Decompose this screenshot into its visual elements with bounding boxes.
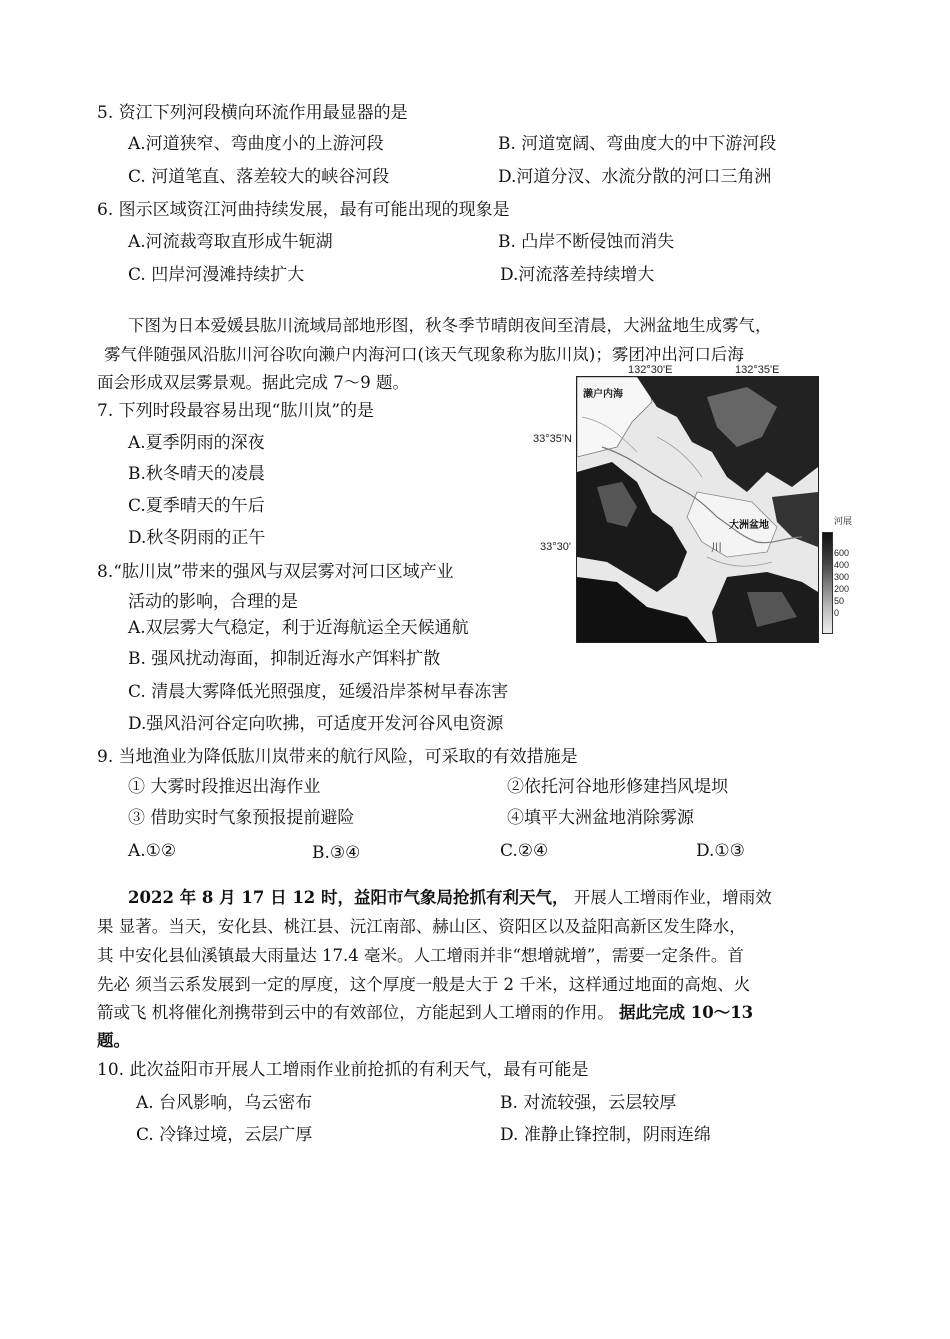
intro2-line6: 题。 bbox=[97, 1031, 130, 1050]
q5-option-c: C. 河道笔直、落差较大的峡谷河段 bbox=[128, 167, 390, 187]
intro2-line1 bbox=[128, 887, 772, 909]
q6-stem: 6. 图示区域资江河曲持续发展，最有可能出现的现象是 bbox=[97, 200, 510, 220]
q7-option-a: A.夏季阴雨的深夜 bbox=[128, 433, 265, 453]
q9-option-c: C.②④ bbox=[500, 841, 549, 861]
q10-option-c: C. 冷锋过境，云层广厚 bbox=[136, 1125, 313, 1145]
q9-option-a: A.①② bbox=[128, 841, 177, 861]
q10-option-b: B. 对流较强，云层较厚 bbox=[500, 1093, 677, 1113]
map-lat-label-2: 33°30' bbox=[540, 541, 571, 553]
legend-title: 河展 bbox=[834, 516, 853, 526]
intro2-line1-rest: 开展人工增雨作业，增雨效 bbox=[573, 888, 772, 907]
q8-option-d: D.强风沿河谷定向吹拂，可适度开发河谷风电资源 bbox=[128, 714, 504, 734]
terrain-graphic bbox=[577, 377, 818, 642]
q9-choice-4: ④填平大洲盆地消除雾源 bbox=[507, 808, 694, 828]
map-basin-label: 大洲盆地 bbox=[729, 520, 769, 531]
intro2-line3: 其 中安化县仙溪镇最大雨量达 17.4 毫米。人工增雨并非“想增就增”，需要一定条件。首 bbox=[97, 946, 744, 965]
q8-option-a: A.双层雾大气稳定，利于近海航运全天候通航 bbox=[128, 618, 469, 638]
legend-tick-0: 0 bbox=[834, 608, 840, 618]
legend-tick-300: 300 bbox=[834, 572, 850, 582]
q5-option-d: D.河道分汊、水流分散的河口三角洲 bbox=[498, 167, 772, 187]
legend-tick-600: 600 bbox=[834, 548, 850, 558]
q10-option-d: D. 准静止锋控制，阴雨连绵 bbox=[500, 1125, 711, 1145]
intro1-line2: 雾气伴随强风沿肱川河谷吹向濑户内海河口(该天气现象称为肱川岚)；雾团冲出河口后海 bbox=[104, 345, 744, 364]
q5-option-a: A.河道狭窄、弯曲度小的上游河段 bbox=[128, 134, 384, 154]
q10-option-a: A. 台风影响，乌云密布 bbox=[136, 1093, 313, 1113]
q9-stem: 9. 当地渔业为降低肱川岚带来的航行风险，可采取的有效措施是 bbox=[97, 747, 578, 767]
intro2-line5-bold: 据此完成 10～13 bbox=[619, 1003, 754, 1022]
q5-stem: 5. 资江下列河段横向环流作用最显器的是 bbox=[97, 103, 408, 123]
q6-option-a: A.河流裁弯取直形成牛轭湖 bbox=[128, 232, 333, 252]
intro2-line5 bbox=[97, 1002, 753, 1024]
q7-option-b: B.秋冬晴天的凌晨 bbox=[128, 464, 265, 484]
q7-option-d: D.秋冬阴雨的正午 bbox=[128, 528, 266, 548]
intro2-line5-rest: 箭或飞 机将催化剂携带到云中的有效部位，方能起到人工增雨的作用。 bbox=[97, 1003, 614, 1022]
q9-option-d: D.①③ bbox=[696, 841, 745, 861]
legend-color-bar bbox=[822, 532, 833, 634]
intro2-line1-bold: 2022 年 8 月 17 日 12 时，益阳市气象局抢抓有利天气， bbox=[128, 888, 569, 907]
map-river-label: 川 bbox=[711, 542, 722, 554]
q10-stem: 10. 此次益阳市开展人工增雨作业前抢抓的有利天气，最有可能是 bbox=[97, 1060, 589, 1080]
map-lon-label-2: 132°35'E bbox=[735, 364, 780, 376]
q9-choice-1: ① 大雾时段推迟出海作业 bbox=[128, 777, 321, 797]
intro2-line2: 果 显著。当天，安化县、桃江县、沅江南部、赫山区、资阳区以及益阳高新区发生降水， bbox=[97, 917, 746, 936]
elevation-legend bbox=[822, 512, 862, 642]
q9-option-b: B.③④ bbox=[312, 843, 361, 863]
q7-stem: 7. 下列时段最容易出现“肱川岚”的是 bbox=[97, 401, 375, 421]
q6-option-b: B. 凸岸不断侵蚀而消失 bbox=[498, 232, 675, 252]
q9-choice-3: ③ 借助实时气象预报提前避险 bbox=[128, 808, 355, 828]
topographic-map bbox=[576, 376, 819, 643]
q8-option-c: C. 清晨大雾降低光照强度，延缓沿岸茶树早春冻害 bbox=[128, 682, 509, 702]
map-lon-label-1: 132°30'E bbox=[628, 364, 673, 376]
q9-choice-2: ②依托河谷地形修建挡风堤坝 bbox=[507, 777, 728, 797]
q8-option-b: B. 强风扰动海面，抑制近海水产饵料扩散 bbox=[128, 649, 441, 669]
legend-tick-200: 200 bbox=[834, 584, 850, 594]
intro2-line4: 先必 须当云系发展到一定的厚度，这个厚度一般是大于 2 千米，这样通过地面的高炮、火 bbox=[97, 975, 751, 994]
q8-stem-line2: 活动的影响，合理的是 bbox=[128, 592, 298, 612]
q6-option-c: C. 凹岸河漫滩持续扩大 bbox=[128, 265, 305, 285]
map-sea-label: 濑户内海 bbox=[583, 389, 623, 400]
q6-option-d: D.河流落差持续增大 bbox=[500, 265, 655, 285]
intro1-line3: 面会形成双层雾景观。据此完成 7～9 题。 bbox=[97, 373, 409, 392]
legend-tick-50: 50 bbox=[834, 596, 845, 606]
q7-option-c: C.夏季晴天的午后 bbox=[128, 496, 265, 516]
map-lat-label-1: 33°35'N bbox=[533, 433, 572, 445]
legend-tick-400: 400 bbox=[834, 560, 850, 570]
q5-option-b: B. 河道宽阔、弯曲度大的中下游河段 bbox=[498, 134, 777, 154]
q8-stem-line1: 8.“肱川岚”带来的强风与双层雾对河口区域产业 bbox=[97, 562, 454, 582]
intro1-line1: 下图为日本爱媛县肱川流域局部地形图，秋冬季节晴朗夜间至清晨，大洲盆地生成雾气， bbox=[128, 316, 772, 335]
